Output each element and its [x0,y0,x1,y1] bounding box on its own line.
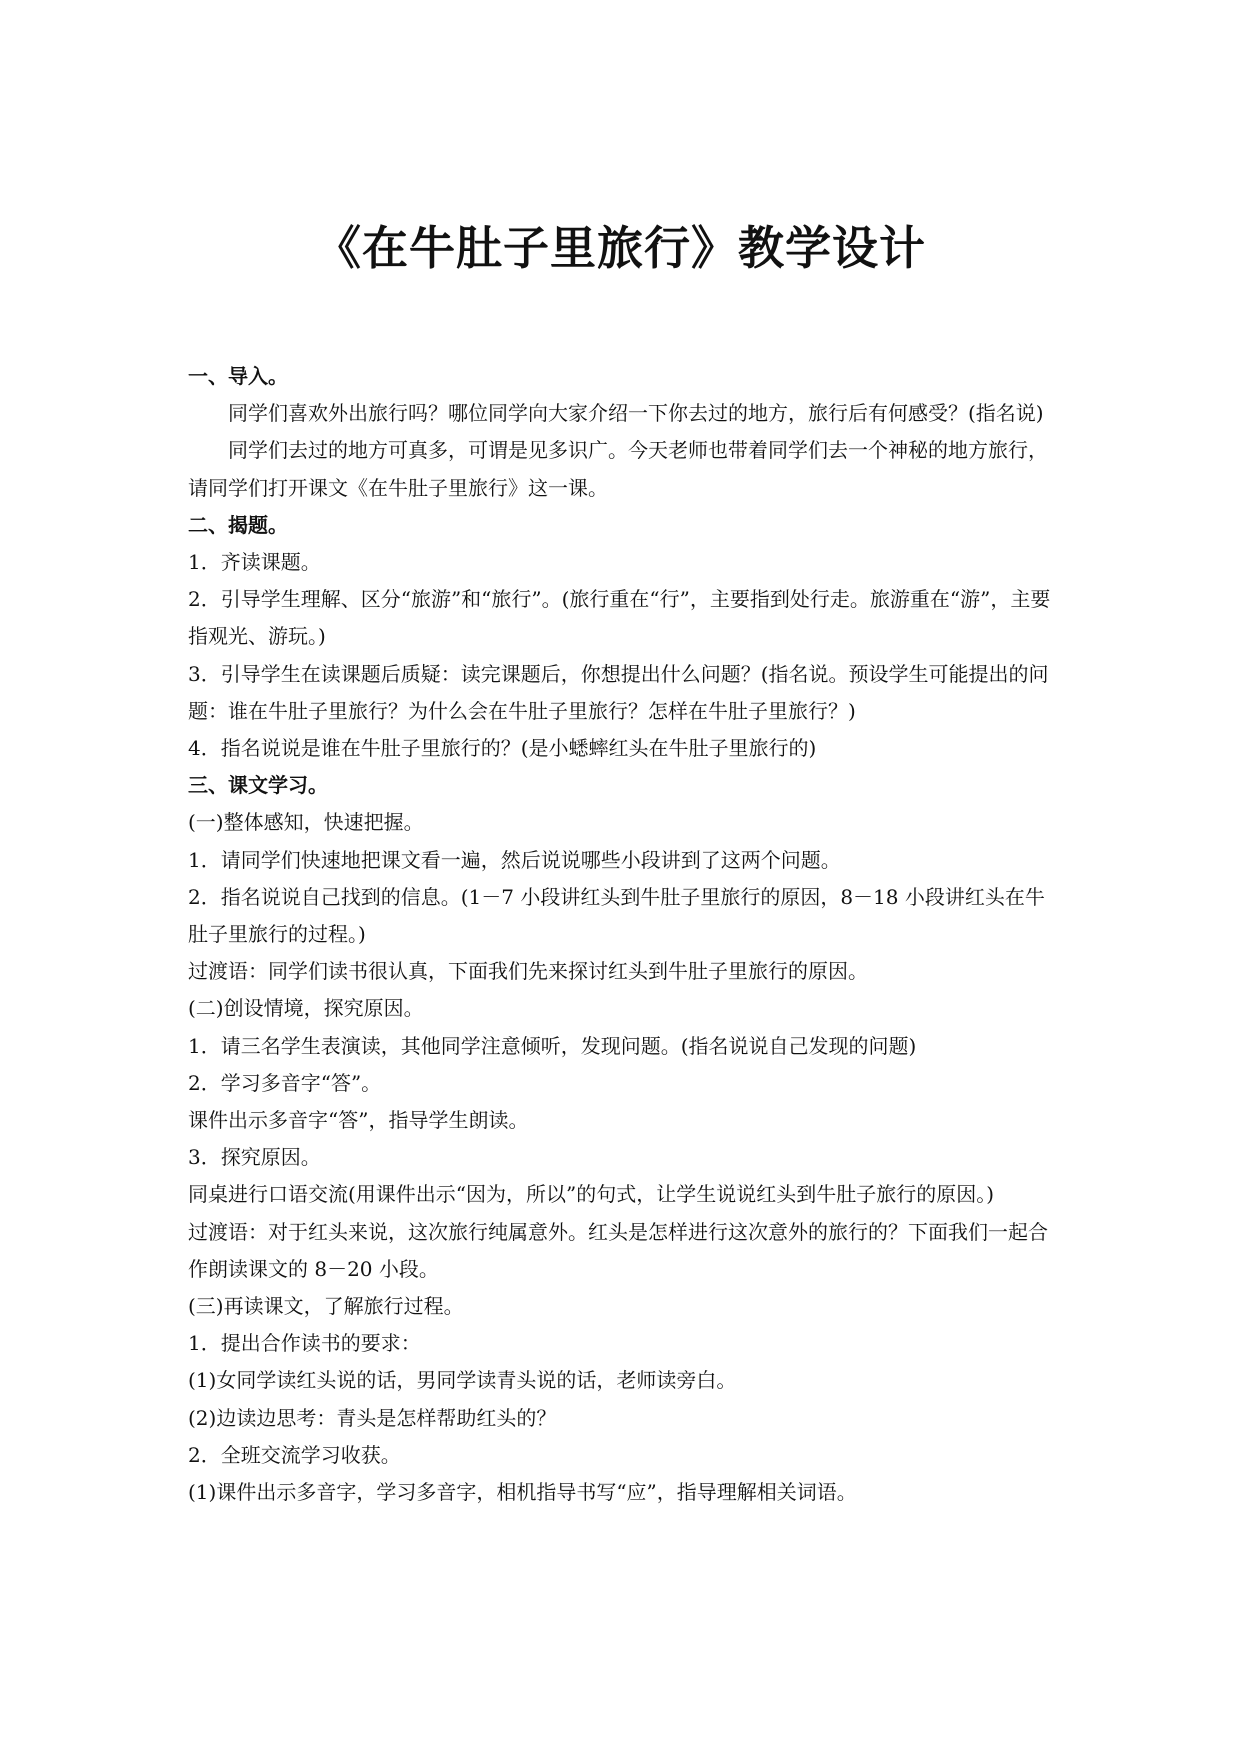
paragraph: (2)边读边思考：青头是怎样帮助红头的？ [188,1405,557,1430]
paragraph: 同桌进行口语交流(用课件出示“因为，所以”的句式，让学生说说红头到牛肚子旅行的原因。) [188,1182,995,1207]
paragraph: 同学们喜欢外出旅行吗？哪位同学向大家介绍一下你去过的地方，旅行后有何感受？(指名说) [228,401,1044,426]
paragraph: (1)课件出示多音字，学习多音字，相机指导书写“应”，指导理解相关词语。 [188,1480,857,1505]
paragraph: 2．学习多音字“答”。 [188,1070,382,1095]
paragraph: 2．指名说说自己找到的信息。(1－7 小段讲红头到牛肚子里旅行的原因，8－18 小段讲红头在牛肚子里旅行的过程。) [188,884,1045,947]
paragraph: 过渡语：同学们读书很认真，下面我们先来探讨红头到牛肚子里旅行的原因。 [188,959,868,984]
paragraph: (1)女同学读红头说的话，男同学读青头说的话，老师读旁白。 [188,1368,737,1393]
paragraph: 1．齐读课题。 [188,550,321,575]
section-heading: 二、揭题。 [188,512,288,537]
paragraph: 过渡语：对于红头来说，这次旅行纯属意外。红头是怎样进行这次意外的旅行的？下面我们一起合作朗读课文的 8－20 小段。 [188,1219,1048,1281]
document-body [188,358,1058,1511]
paragraph: 课件出示多音字“答”，指导学生朗读。 [188,1108,529,1133]
paragraph: (二)创设情境，探究原因。 [188,996,424,1021]
section-heading: 一、导入。 [188,364,288,388]
paragraph: 2．全班交流学习收获。 [188,1442,401,1467]
paragraph: (三)再读课文，了解旅行过程。 [188,1294,464,1319]
section-heading: 三、课文学习。 [188,773,328,798]
paragraph: (一)整体感知，快速把握。 [188,810,424,835]
paragraph: 同学们去过的地方可真多，可谓是见多识广。今天老师也带着同学们去一个神秘的地方旅行，请同学们打开课文《在牛肚子里旅行》这一课。 [188,438,1048,500]
paragraph: 1．请三名学生表演读，其他同学注意倾听，发现问题。(指名说说自己发现的问题) [188,1033,917,1058]
paragraph: 2．引导学生理解、区分“旅游”和“旅行”。(旅行重在“行”，主要指到处行走。旅游重在“游”，主要指观光、游玩。) [188,587,1051,649]
paragraph: 1．请同学们快速地把课文看一遍，然后说说哪些小段讲到了这两个问题。 [188,847,841,872]
paragraph: 3．引导学生在读课题后质疑：读完课题后，你想提出什么问题？(指名说。预设学生可能提出的问题：谁在牛肚子里旅行？为什么会在牛肚子里旅行？怎样在牛肚子里旅行？) [188,661,1049,723]
paragraph: 1．提出合作读书的要求： [188,1331,421,1356]
paragraph: 3．探究原因。 [188,1145,321,1170]
document-title: 《在牛肚子里旅行》教学设计 [315,221,926,275]
paragraph: 4．指名说说是谁在牛肚子里旅行的？(是小蟋蟀红头在牛肚子里旅行的) [188,736,817,761]
